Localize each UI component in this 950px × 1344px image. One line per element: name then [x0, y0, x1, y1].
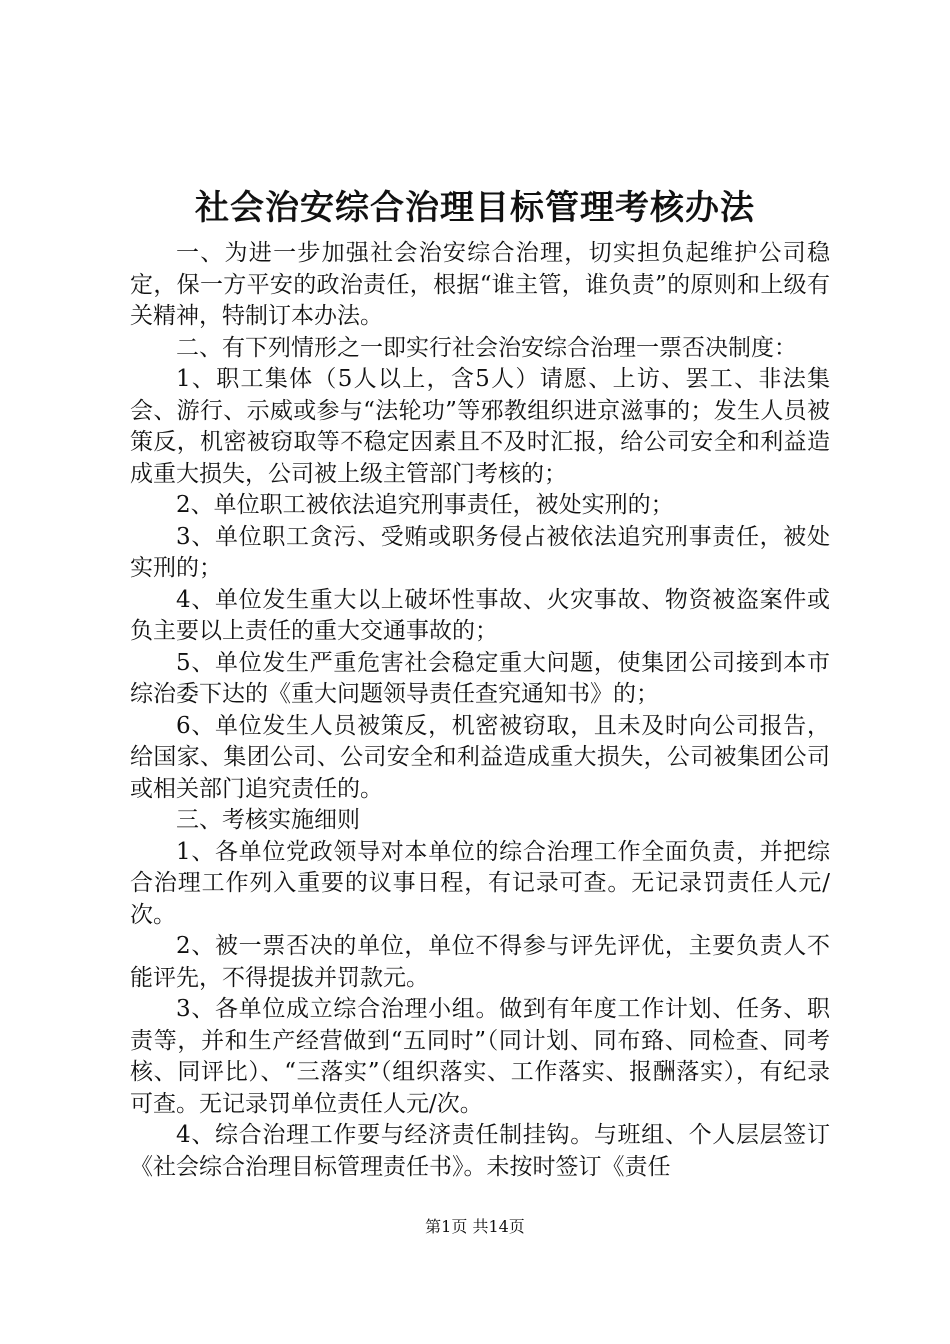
paragraph-12: 3、各单位成立综合治理小组。做到有年度工作计划、任务、职责等，并和生产经营做到“五同时”（同计划、同布臵、同检查、同考核、同评比）、“三落实”（组织落实、工作落实、报酬落实），有纪录可查。无记录罚单位责任人元/次。 [130, 996, 830, 1117]
paragraph-3: 1、职工集体（5人以上，含5人）请愿、上访、罢工、非法集会、游行、示威或参与“法轮功”等邪教组织进京滋事的；发生人员被策反，机密被窃取等不稳定因素且不及时汇报，给公司安全和利益造成重大损失，公司被上级主管部门考核的； [130, 366, 830, 487]
paragraph-2: 二、有下列情形之一即实行社会治安综合治理一票否决制度： [176, 334, 797, 361]
paragraph-7: 5、单位发生严重危害社会稳定重大问题，使集团公司接到本市综治委下达的《重大问题领导责任查究通知书》的； [130, 649, 830, 707]
paragraph-4: 2、单位职工被依法追究刑事责任，被处实刑的； [176, 492, 674, 518]
paragraph-5: 3、单位职工贪污、受贿或职务侵占被依法追究刑事责任，被处实刑的； [130, 523, 830, 581]
page-number: 第1页 共14页 [425, 1217, 525, 1236]
paragraph-13: 4、综合治理工作要与经济责任制挂钩。与班组、个人层层签订《社会综合治理目标管理责任书》。未按时签订《责任 [130, 1122, 830, 1180]
paragraph-1: 一、为进一步加强社会治安综合治理，切实担负起维护公司稳定，保一方平安的政治责任，根据“谁主管，谁负责”的原则和上级有关精神，特制订本办法。 [130, 240, 830, 329]
paragraph-9: 三、考核实施细则 [176, 807, 360, 833]
document-body [130, 238, 830, 1183]
paragraph-8: 6、单位发生人员被策反，机密被窃取，且未及时向公司报告，给国家、集团公司、公司安全和利益造成重大损失，公司被集团公司或相关部门追究责任的。 [130, 712, 830, 802]
paragraph-11: 2、被一票否决的单位，单位不得参与评先评优，主要负责人不能评先，不得提拔并罚款元。 [130, 933, 830, 991]
paragraph-6: 4、单位发生重大以上破坏性事故、火灾事故、物资被盗案件或负主要以上责任的重大交通事故的； [130, 586, 830, 644]
paragraph-10: 1、各单位党政领导对本单位的综合治理工作全面负责，并把综合治理工作列入重要的议事日程，有记录可查。无记录罚责任人元/次。 [130, 838, 830, 928]
document-title: 社会治安综合治理目标管理考核办法 [195, 188, 755, 228]
